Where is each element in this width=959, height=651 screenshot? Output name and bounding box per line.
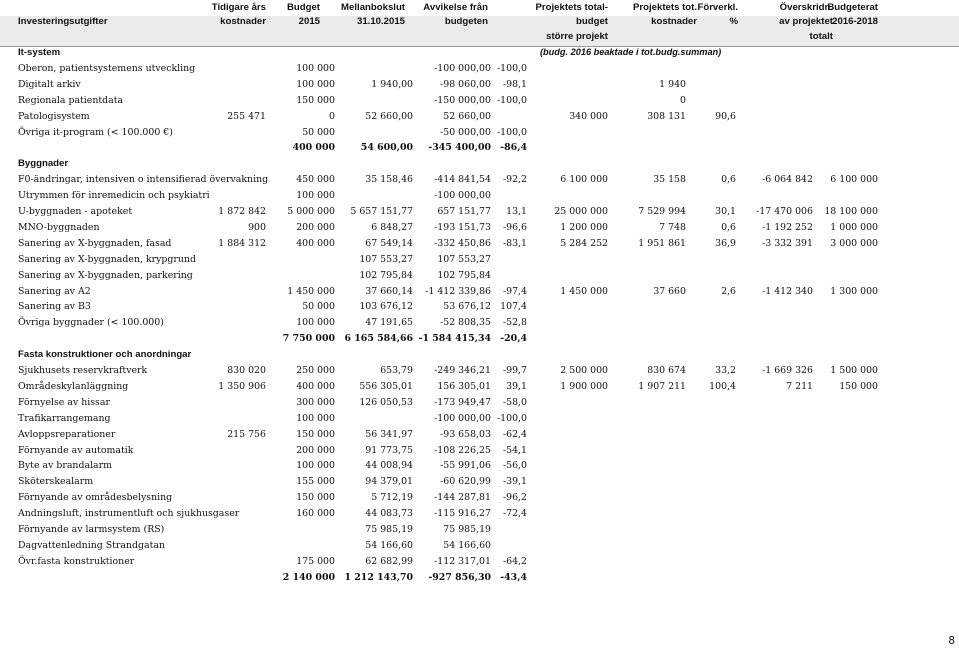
- table-row: [0, 284, 959, 300]
- table-row: [0, 93, 959, 109]
- header-cell: budgeten: [444, 16, 488, 27]
- header-cell: Projektets tot.: [633, 2, 697, 13]
- table-row: [0, 538, 959, 554]
- cell-value: 7 529 994: [638, 206, 686, 217]
- table-row: [0, 61, 959, 77]
- cell-value: -93 658,03: [440, 428, 491, 440]
- header-cell: 2016-2018: [832, 16, 878, 27]
- cell-value: 200 000: [296, 444, 335, 456]
- table-row: [0, 125, 959, 141]
- cell-value: 6 100 000: [830, 174, 878, 186]
- cell-value: 175 000: [296, 555, 335, 567]
- cell-value: -96,6: [502, 221, 527, 233]
- header-cell: Tidigare års: [211, 2, 266, 13]
- cell-value: 1 940,00: [371, 78, 413, 90]
- cell-value: 400 000: [296, 380, 335, 392]
- row-label: Sanering av B3: [18, 301, 91, 313]
- cell-value: -112 317,01: [434, 555, 491, 567]
- cell-value: 35 158: [653, 174, 686, 186]
- row-label: Förnyande av automatik: [18, 444, 134, 456]
- cell-value: 1 872 842: [218, 206, 266, 217]
- cell-value: 37 660: [653, 285, 686, 297]
- row-label: Förnyelse av hissar: [18, 396, 110, 408]
- row-label: Sanering av X-byggnaden, parkering: [18, 269, 193, 281]
- cell-value: 47 191,65: [365, 317, 413, 329]
- header-cell: Mellanbokslut: [341, 2, 405, 13]
- table-row: [0, 474, 959, 490]
- header-cell: Projektets total-: [535, 2, 608, 13]
- cell-value: -1 669 326: [762, 365, 813, 376]
- cell-value: 1 900 000: [560, 380, 608, 392]
- cell-value: 5 000 000: [287, 206, 335, 217]
- table-row: [0, 363, 959, 379]
- row-label: U-byggnaden - apoteket: [18, 206, 133, 217]
- cell-value: -345 400,00: [428, 142, 491, 154]
- cell-value: -1 584 415,34: [418, 333, 491, 345]
- cell-value: 215 756: [227, 428, 266, 440]
- section-row: [0, 45, 959, 61]
- cell-value: 400 000: [292, 142, 335, 154]
- cell-value: 200 000: [296, 221, 335, 233]
- cell-value: -100,0: [496, 412, 527, 424]
- cell-value: -100,0: [496, 126, 527, 138]
- header-cell: större projekt: [546, 31, 608, 42]
- cell-value: -62,4: [502, 428, 527, 440]
- cell-value: -100,0: [496, 94, 527, 106]
- cell-value: -98,1: [502, 78, 527, 90]
- table-row: [0, 315, 959, 331]
- cell-value: -99,7: [502, 365, 527, 376]
- cell-value: 150 000: [296, 492, 335, 504]
- table-row: [0, 411, 959, 427]
- cell-value: -97,4: [502, 285, 527, 297]
- table-row: [0, 522, 959, 538]
- row-label: Byggnader: [18, 158, 69, 170]
- cell-value: 1 951 861: [638, 237, 686, 249]
- header-cell: Avvikelse från: [423, 2, 488, 13]
- cell-value: 54 166,60: [365, 539, 413, 551]
- cell-value: 25 000 000: [554, 206, 608, 217]
- cell-value: 100 000: [296, 460, 335, 472]
- cell-value: 18 100 000: [824, 206, 878, 217]
- cell-value: -20,4: [500, 333, 527, 345]
- header-cell: Överskridn.: [779, 2, 833, 13]
- section-row: [0, 347, 959, 363]
- row-label: Sanering av X-byggnaden, krypgrund: [18, 253, 196, 265]
- cell-value: 52 660,00: [443, 110, 491, 122]
- cell-value: 155 000: [296, 476, 335, 488]
- row-label: Förnyande av områdesbelysning: [18, 492, 173, 504]
- row-label: Övriga byggnader (< 100.000): [18, 317, 164, 329]
- table-row: [0, 236, 959, 252]
- cell-value: 450 000: [296, 174, 335, 186]
- cell-value: 830 674: [647, 365, 686, 376]
- cell-value: 1 940: [659, 78, 686, 90]
- cell-value: 1 350 906: [218, 380, 266, 392]
- cell-value: -115 916,27: [434, 508, 491, 520]
- header-cell: kostnader: [220, 16, 266, 27]
- cell-value: 100 000: [296, 190, 335, 202]
- cell-value: -52 808,35: [440, 317, 491, 329]
- table-row: [0, 268, 959, 284]
- cell-value: 300 000: [296, 396, 335, 408]
- cell-value: 556 305,01: [359, 380, 413, 392]
- total-row: [0, 140, 959, 156]
- row-label: Digitalt arkiv: [18, 78, 81, 90]
- row-label: F0-ändringar, intensiven o intensifierad övervakning: [18, 174, 269, 186]
- cell-value: 5 284 252: [560, 237, 608, 249]
- table-row: [0, 379, 959, 395]
- cell-value: 52 660,00: [365, 110, 413, 122]
- table-row: [0, 554, 959, 570]
- cell-value: 102 795,84: [437, 269, 491, 281]
- header-cell: 31.10.2015: [356, 16, 405, 27]
- cell-value: 75 985,19: [443, 524, 491, 535]
- cell-value: -64,2: [502, 555, 527, 567]
- header-cell: Investeringsutgifter: [18, 16, 108, 27]
- row-label: Övriga it-program (< 100.000 €): [18, 126, 173, 138]
- cell-value: 340 000: [569, 110, 608, 122]
- row-label: Andningsluft, instrumentluft och sjukhusgaser: [18, 508, 240, 520]
- cell-value: 1 300 000: [830, 285, 878, 297]
- cell-value: 2 500 000: [560, 365, 608, 376]
- cell-value: 5 657 151,77: [350, 206, 413, 217]
- cell-value: 107 553,27: [437, 253, 491, 265]
- cell-value: 102 795,84: [359, 269, 413, 281]
- cell-value: 400 000: [296, 237, 335, 249]
- cell-value: -414 841,54: [434, 174, 491, 186]
- cell-value: -1 412 340: [762, 285, 813, 297]
- cell-value: 56 341,97: [365, 428, 413, 440]
- table-row: [0, 490, 959, 506]
- cell-value: -100 000,00: [434, 190, 491, 202]
- row-label: Sanering av X-byggnaden, fasad: [18, 237, 172, 249]
- cell-value: 0,6: [721, 174, 736, 186]
- header-cell: budget: [576, 16, 608, 27]
- cell-value: -54,1: [502, 444, 527, 456]
- header-cell: Förverkl.: [697, 2, 738, 13]
- table-row: [0, 172, 959, 188]
- row-label: Oberon, patientsystemens utveckling: [18, 62, 196, 74]
- cell-value: -96,2: [502, 492, 527, 504]
- cell-value: 50 000: [302, 301, 335, 313]
- cell-value: 50 000: [302, 126, 335, 138]
- cell-value: 150 000: [839, 380, 878, 392]
- cell-value: -83,1: [502, 237, 527, 249]
- table-row: [0, 443, 959, 459]
- cell-value: 100,4: [709, 380, 736, 392]
- cell-value: 54 166,60: [443, 539, 491, 551]
- row-label: Sköterskealarm: [18, 476, 94, 488]
- row-label: Sanering av A2: [18, 285, 91, 297]
- cell-value: 1 450 000: [560, 285, 608, 297]
- cell-value: 54 600,00: [360, 142, 413, 154]
- table-row: [0, 427, 959, 443]
- cell-value: 7 750 000: [282, 333, 335, 345]
- cell-value: 1 200 000: [560, 221, 608, 233]
- header-cell: kostnader: [651, 16, 697, 27]
- cell-value: -193 151,73: [434, 221, 491, 233]
- cell-value: -56,0: [502, 460, 527, 472]
- row-label: Utrymmen för inremedicin och psykiatri: [18, 190, 210, 202]
- cell-value: -927 856,30: [428, 571, 491, 583]
- cell-value: -39,1: [502, 476, 527, 488]
- page-number: 8: [948, 635, 955, 647]
- cell-value: 44 008,94: [365, 460, 413, 472]
- cell-value: 2,6: [721, 285, 736, 297]
- cell-value: -150 000,00: [434, 94, 491, 106]
- cell-value: -173 949,47: [434, 396, 491, 408]
- row-label: Regionala patientdata: [18, 94, 124, 106]
- cell-value: 100 000: [296, 317, 335, 329]
- table-row: [0, 252, 959, 268]
- cell-value: 2 140 000: [282, 571, 335, 583]
- cell-value: 126 050,53: [359, 396, 413, 408]
- cell-value: -58,0: [502, 396, 527, 408]
- cell-value: 1 212 143,70: [344, 571, 413, 583]
- row-label: Områdeskylanläggning: [18, 380, 129, 392]
- cell-value: 33,2: [715, 365, 736, 376]
- cell-value: 830 020: [227, 365, 266, 376]
- cell-value: 5 712,19: [371, 492, 413, 504]
- cell-value: 900: [248, 221, 266, 233]
- cell-value: -55 991,06: [440, 460, 491, 472]
- cell-value: 35 158,46: [365, 174, 413, 186]
- cell-value: 255 471: [227, 110, 266, 122]
- cell-value: 150 000: [296, 428, 335, 440]
- cell-value: 657 151,77: [437, 206, 491, 217]
- cell-value: 53 676,12: [443, 301, 491, 313]
- row-label: Trafikarrangemang: [18, 412, 111, 424]
- cell-value: -100 000,00: [434, 62, 491, 74]
- header-cell: Budgeterat: [827, 2, 878, 13]
- cell-value: 100 000: [296, 78, 335, 90]
- cell-value: 1 907 211: [638, 380, 686, 392]
- cell-value: -332 450,86: [434, 237, 491, 249]
- cell-value: -108 226,25: [434, 444, 491, 456]
- cell-value: -144 287,81: [434, 492, 491, 504]
- table-row: [0, 77, 959, 93]
- row-label: Sjukhusets reservkraftverk: [18, 365, 148, 376]
- cell-value: 62 682,99: [365, 555, 413, 567]
- row-label: Fasta konstruktioner och anordningar: [18, 349, 192, 361]
- cell-value: -100,0: [496, 62, 527, 74]
- cell-value: 107,4: [500, 301, 527, 313]
- total-row: [0, 331, 959, 347]
- cell-value: 107 553,27: [359, 253, 413, 265]
- cell-value: 1 884 312: [218, 237, 266, 249]
- row-label: Avloppsreparationer: [18, 428, 116, 440]
- cell-value: 1 000 000: [830, 221, 878, 233]
- cell-value: 90,6: [715, 110, 736, 122]
- cell-value: 100 000: [296, 412, 335, 424]
- cell-value: -72,4: [502, 508, 527, 520]
- table-row: [0, 188, 959, 204]
- cell-value: 13,1: [506, 206, 527, 217]
- row-label: Patologisystem: [18, 110, 90, 122]
- header-cell: 2015: [298, 16, 320, 27]
- row-label: Dagvattenledning Strandgatan: [18, 539, 166, 551]
- cell-value: 0: [329, 110, 335, 122]
- cell-value: -17 470 006: [756, 206, 813, 217]
- cell-value: -249 346,21: [434, 365, 491, 376]
- header-cell: av projektet: [779, 16, 833, 27]
- row-label: Förnyande av larmsystem (RS): [18, 524, 165, 535]
- cell-value: -3 332 391: [762, 237, 813, 249]
- cell-value: 7 748: [659, 221, 686, 233]
- cell-value: 156 305,01: [437, 380, 491, 392]
- cell-value: 653,79: [380, 365, 413, 376]
- cell-value: 308 131: [647, 110, 686, 122]
- cell-value: 0,6: [721, 221, 736, 233]
- header-cell: Budget: [286, 2, 320, 13]
- table-row: [0, 458, 959, 474]
- cell-value: -100 000,00: [434, 412, 491, 424]
- cell-value: 6 165 584,66: [344, 333, 413, 345]
- table-row: [0, 109, 959, 125]
- row-label: It-system: [18, 47, 61, 58]
- cell-value: 36,9: [715, 237, 736, 249]
- row-label: MNO-byggnaden: [18, 221, 100, 233]
- cell-value: 67 549,14: [365, 237, 413, 249]
- row-label: Övr.fasta konstruktioner: [18, 555, 135, 567]
- cell-value: 250 000: [296, 365, 335, 376]
- cell-value: 39,1: [506, 380, 527, 392]
- cell-value: -92,2: [502, 174, 527, 186]
- header-cell: totalt: [809, 31, 833, 42]
- budget-note: (budg. 2016 beaktade i tot.budg.summan): [540, 47, 722, 57]
- table-row: [0, 506, 959, 522]
- cell-value: -1 412 339,86: [425, 285, 491, 297]
- cell-value: 6 100 000: [560, 174, 608, 186]
- cell-value: 100 000: [296, 62, 335, 74]
- cell-value: 150 000: [296, 94, 335, 106]
- table-row: [0, 299, 959, 315]
- cell-value: 37 660,14: [365, 285, 413, 297]
- cell-value: 94 379,01: [365, 476, 413, 488]
- cell-value: 3 000 000: [830, 237, 878, 249]
- cell-value: -98 060,00: [440, 78, 491, 90]
- row-label: Byte av brandalarm: [18, 460, 113, 472]
- cell-value: 0: [680, 94, 686, 106]
- cell-value: -1 192 252: [762, 221, 813, 233]
- cell-value: -60 620,99: [440, 476, 491, 488]
- section-row: [0, 156, 959, 172]
- cell-value: -43,4: [500, 571, 527, 583]
- cell-value: 6 848,27: [371, 221, 413, 233]
- cell-value: -86,4: [500, 142, 527, 154]
- header-cell: %: [729, 16, 738, 27]
- cell-value: 30,1: [715, 206, 736, 217]
- table-row: [0, 220, 959, 236]
- total-row: [0, 570, 959, 586]
- cell-value: 75 985,19: [365, 524, 413, 535]
- cell-value: 1 500 000: [830, 365, 878, 376]
- table-row: [0, 204, 959, 220]
- cell-value: 1 450 000: [287, 285, 335, 297]
- cell-value: 44 083,73: [365, 508, 413, 520]
- cell-value: 160 000: [296, 508, 335, 520]
- cell-value: 91 773,75: [365, 444, 413, 456]
- cell-value: -52,8: [502, 317, 527, 329]
- cell-value: 103 676,12: [359, 301, 413, 313]
- table-row: [0, 395, 959, 411]
- cell-value: -6 064 842: [762, 174, 813, 186]
- cell-value: -50 000,00: [440, 126, 491, 138]
- cell-value: 7 211: [786, 380, 813, 392]
